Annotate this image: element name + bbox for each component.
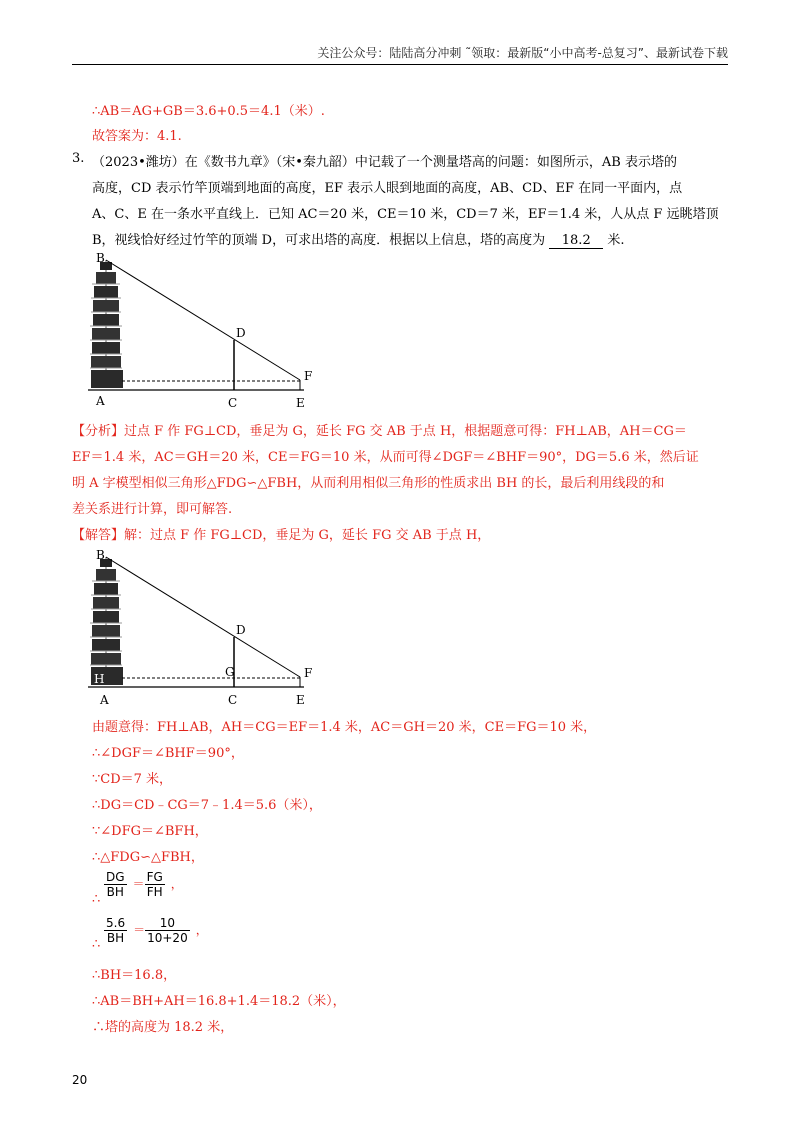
step-6: ∴△FDG∽△FBH，: [92, 850, 204, 865]
step-2: ∴∠DGF＝∠BHF＝90°，: [92, 746, 244, 761]
therefore-symbol-1: ∴: [92, 892, 101, 907]
label-h-2: H: [94, 672, 105, 686]
header-rule: [72, 64, 728, 65]
question-line-4: [92, 229, 625, 249]
analysis-line-4: 差关系进行计算，即可解答.: [72, 502, 233, 517]
prev-solution-line: ∴AB＝AG+GB＝3.6+0.5＝4.1（米）.: [92, 104, 325, 119]
figure-tower-2: [88, 547, 328, 707]
fraction-equation-1: $\frac{DG}{BH}$ ＝ $\frac{FG}{FH}$ ，: [106, 870, 183, 899]
solution-intro: 【解答】解：过点 F 作 FG⊥CD，垂足为 G，延长 FG 交 AB 于点 H，: [72, 528, 491, 543]
sight-line-bf-2: [106, 557, 300, 677]
step-3: ∵CD＝7 米，: [92, 772, 173, 787]
analysis-line-3: 明 A 字模型相似三角形△FDG∽△FBH，从而利用相似三角形的性质求出 BH 的长，最后利用线段的和: [72, 476, 665, 491]
label-d: D: [236, 326, 246, 340]
answer-blank: 18.2: [549, 234, 603, 249]
therefore-symbol-2: ∴: [92, 937, 101, 952]
label-f-2: F: [304, 666, 313, 680]
fraction-equation-2: $\frac{5.6}{BH}$ ＝ $\frac{10}{10+20}$ ，: [106, 916, 208, 945]
page-number: 20: [72, 1073, 88, 1087]
question-line-2: 高度，CD 表示竹竿顶端到地面的高度，EF 表示人眼到地面的高度，AB、CD、EF 在同一平面内，点: [92, 181, 683, 196]
label-d-2: D: [236, 623, 246, 637]
prev-answer-line: 故答案为：4.1.: [92, 129, 182, 144]
step-5: ∵∠DFG＝∠BFH，: [92, 824, 208, 839]
tower-drawing-2: [90, 557, 123, 685]
analysis-line-1: 【分析】过点 F 作 FG⊥CD，垂足为 G，延长 FG 交 AB 于点 H，根据题意可得：FH⊥AB，AH＝CG＝: [72, 424, 687, 439]
question-number: 3.: [72, 151, 85, 166]
label-c: C: [228, 396, 238, 410]
fraction-dg-bh: $\frac{DG}{BH}$: [106, 870, 125, 899]
question-line-4-unit: 米.: [607, 233, 625, 248]
question-line-1: （2023•潍坊）在《数书九章》（宋•秦九韶）中记载了一个测量塔高的问题：如图所示，AB 表示塔的: [92, 155, 677, 170]
label-e: E: [296, 396, 305, 410]
question-line-3: A、C、E 在一条水平直线上．已知 AC＝20 米，CE＝10 米，CD＝7 米，EF＝1.4 米，人从点 F 远眺塔顶: [92, 207, 719, 222]
question-line-4-text: B，视线恰好经过竹竿的顶端 D，可求出塔的高度．根据以上信息，塔的高度为: [92, 233, 546, 248]
tower-drawing: [90, 260, 123, 388]
label-c-2: C: [228, 693, 238, 707]
fraction-5-6-bh: $\frac{5.6}{BH}$: [106, 916, 126, 945]
sight-line-bf: [106, 260, 300, 380]
step-1: 由题意得：FH⊥AB，AH＝CG＝EF＝1.4 米，AC＝GH＝20 米，CE＝FG＝10 米，: [92, 720, 597, 735]
label-f: F: [304, 369, 313, 383]
fraction-fg-fh: $\frac{FG}{FH}$: [146, 870, 163, 899]
page-header: 关注公众号：陆陆高分冲刺 ˜领取：最新版“小中高考-总复习”、最新试卷下载: [317, 46, 728, 60]
label-a: A: [96, 394, 105, 408]
label-a-2: A: [100, 693, 109, 707]
label-e-2: E: [296, 693, 305, 707]
analysis-line-2: EF＝1.4 米，AC＝GH＝20 米，CE＝FG＝10 米，从而可得∠DGF＝∠BHF＝90°，DG＝5.6 米，然后证: [72, 450, 699, 465]
step-11: ∴塔的高度为 18.2 米，: [92, 1020, 234, 1035]
step-4: ∴DG＝CD﹣CG＝7﹣1.4＝5.6（米），: [92, 798, 322, 813]
fraction-10-30: $\frac{10}{10+20}$: [147, 916, 188, 945]
label-g-2: G: [225, 665, 235, 679]
label-b-2: B: [96, 548, 105, 562]
figure-tower-1: [88, 250, 328, 410]
step-9: ∴BH＝16.8，: [92, 968, 177, 983]
step-10: ∴AB＝BH+AH＝16.8+1.4＝18.2（米），: [92, 994, 346, 1009]
label-b: B: [96, 251, 105, 265]
